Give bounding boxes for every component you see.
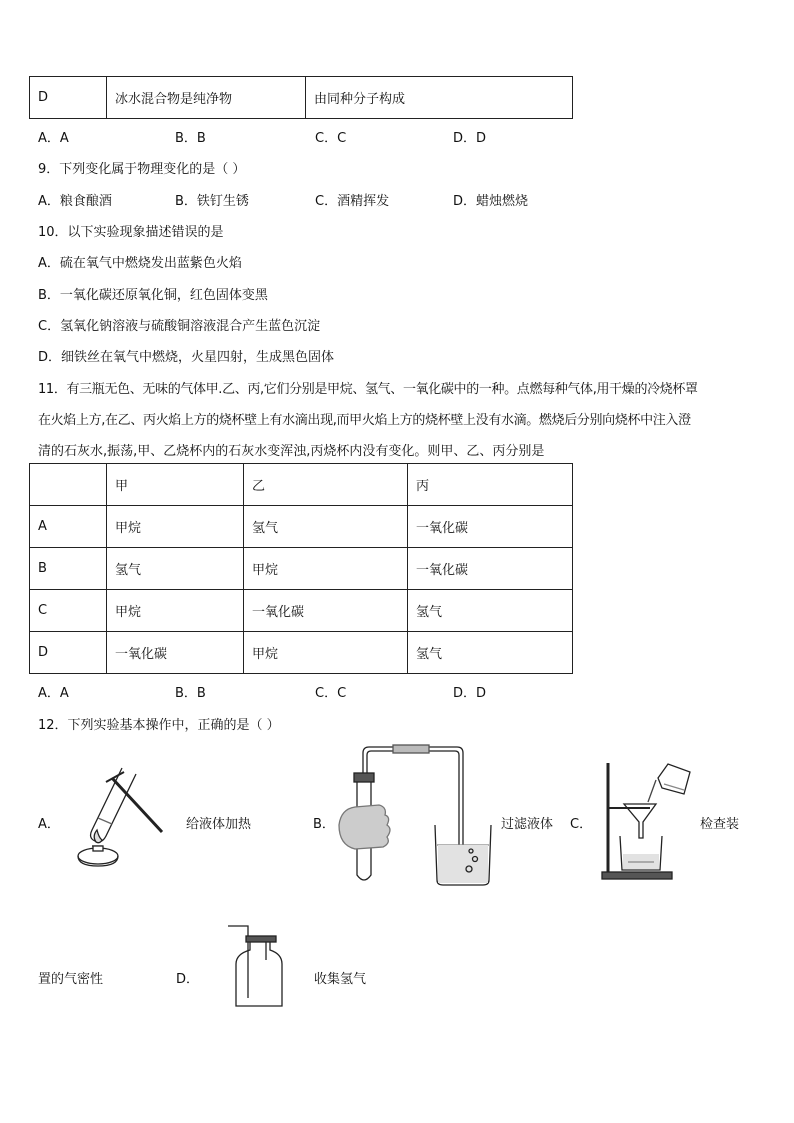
q9-option-b: B．铁钉生锈: [175, 194, 249, 209]
q12-option-c-letter: C．: [570, 817, 593, 832]
airtightness-check-icon: [335, 745, 495, 895]
q11-stem-line: 在火焰上方,在乙、丙火焰上方的烧杯壁上有水滴出现,而甲火焰上方的烧杯壁上没有水滴。燃烧后分别向烧杯中注入澄: [38, 413, 691, 428]
heating-test-tube-icon: [62, 760, 172, 870]
table-cell: 一氧化碳: [107, 632, 244, 674]
gas-collection-bottle-icon: [226, 920, 296, 1010]
q12-stem: 12．下列实验基本操作中，正确的是（ ）: [38, 718, 280, 733]
table-cell: 甲烷: [107, 590, 244, 632]
q12-option-c-caption: 检查装: [700, 817, 740, 832]
q12-option-d-caption: 收集氢气: [314, 972, 367, 987]
table-cell: 氢气: [408, 632, 573, 674]
table-header-cell: 乙: [244, 464, 408, 506]
q10-option-d: D．细铁丝在氧气中燃烧，火星四射，生成黑色固体: [38, 350, 335, 365]
q11-option-c: C．C: [315, 686, 347, 701]
table-cell: 氢气: [107, 548, 244, 590]
q11-option-b: B．B: [175, 686, 206, 701]
table-row: [30, 506, 573, 548]
q12-option-b-letter: B．: [313, 817, 335, 832]
table-cell: 由同种分子构成: [306, 77, 573, 119]
q12-option-c-caption-cont: 置的气密性: [38, 972, 104, 987]
q12-option-d-letter: D．: [176, 972, 200, 987]
filtration-setup-icon: [598, 758, 698, 883]
table-cell: 一氧化碳: [408, 548, 573, 590]
q11-option-d: D．D: [453, 686, 487, 701]
q11-option-a: A．A: [38, 686, 69, 701]
q8-option-d: D．D: [453, 131, 487, 146]
table-cell: A: [30, 506, 107, 548]
q10-stem: 10．以下实验现象描述错误的是: [38, 225, 224, 240]
q10-option-b: B．一氧化碳还原氧化铜，红色固体变黑: [38, 288, 268, 303]
table-header-cell: 丙: [408, 464, 573, 506]
table-header-row: [30, 464, 573, 506]
q11-stem-line: 清的石灰水,振荡,甲、乙烧杯内的石灰水变浑浊,丙烧杯内没有变化。则甲、乙、丙分别是: [38, 444, 545, 459]
q8-table: [29, 76, 573, 119]
table-header-cell: 甲: [107, 464, 244, 506]
q8-option-c: C．C: [315, 131, 347, 146]
q9-option-d: D．蜡烛燃烧: [453, 194, 529, 209]
q12-option-a-letter: A．: [38, 817, 60, 832]
table-row: [30, 77, 573, 119]
table-cell: C: [30, 590, 107, 632]
q11-stem-line: 11．有三瓶无色、无味的气体甲.乙、丙,它们分别是甲烷、氢气、一氧化碳中的一种。点燃每种气体,用干燥的冷烧杯罩: [38, 382, 698, 397]
table-cell: 甲烷: [107, 506, 244, 548]
table-row: [30, 632, 573, 674]
table-cell: 氢气: [244, 506, 408, 548]
table-cell: 冰水混合物是纯净物: [107, 77, 306, 119]
q9-option-a: A．粮食酿酒: [38, 194, 112, 209]
table-cell: 一氧化碳: [408, 506, 573, 548]
q12-option-a-caption: 给液体加热: [186, 817, 252, 832]
table-row: [30, 590, 573, 632]
table-cell: 甲烷: [244, 548, 408, 590]
table-header-cell: [30, 464, 107, 506]
q12-option-b-caption: 过滤液体: [501, 817, 554, 832]
q11-table: [29, 463, 573, 674]
q8-option-b: B．B: [175, 131, 206, 146]
table-cell: D: [30, 632, 107, 674]
q9-option-c: C．酒精挥发: [315, 194, 390, 209]
q10-option-c: C．氢氧化钠溶液与硫酸铜溶液混合产生蓝色沉淀: [38, 319, 321, 334]
table-cell: B: [30, 548, 107, 590]
table-cell: 氢气: [408, 590, 573, 632]
table-row: [30, 548, 573, 590]
table-cell: 甲烷: [244, 632, 408, 674]
table-cell: 一氧化碳: [244, 590, 408, 632]
q9-stem: 9．下列变化属于物理变化的是（ ）: [38, 162, 246, 177]
q8-option-a: A．A: [38, 131, 69, 146]
table-cell: D: [30, 77, 107, 119]
q10-option-a: A．硫在氧气中燃烧发出蓝紫色火焰: [38, 256, 242, 271]
